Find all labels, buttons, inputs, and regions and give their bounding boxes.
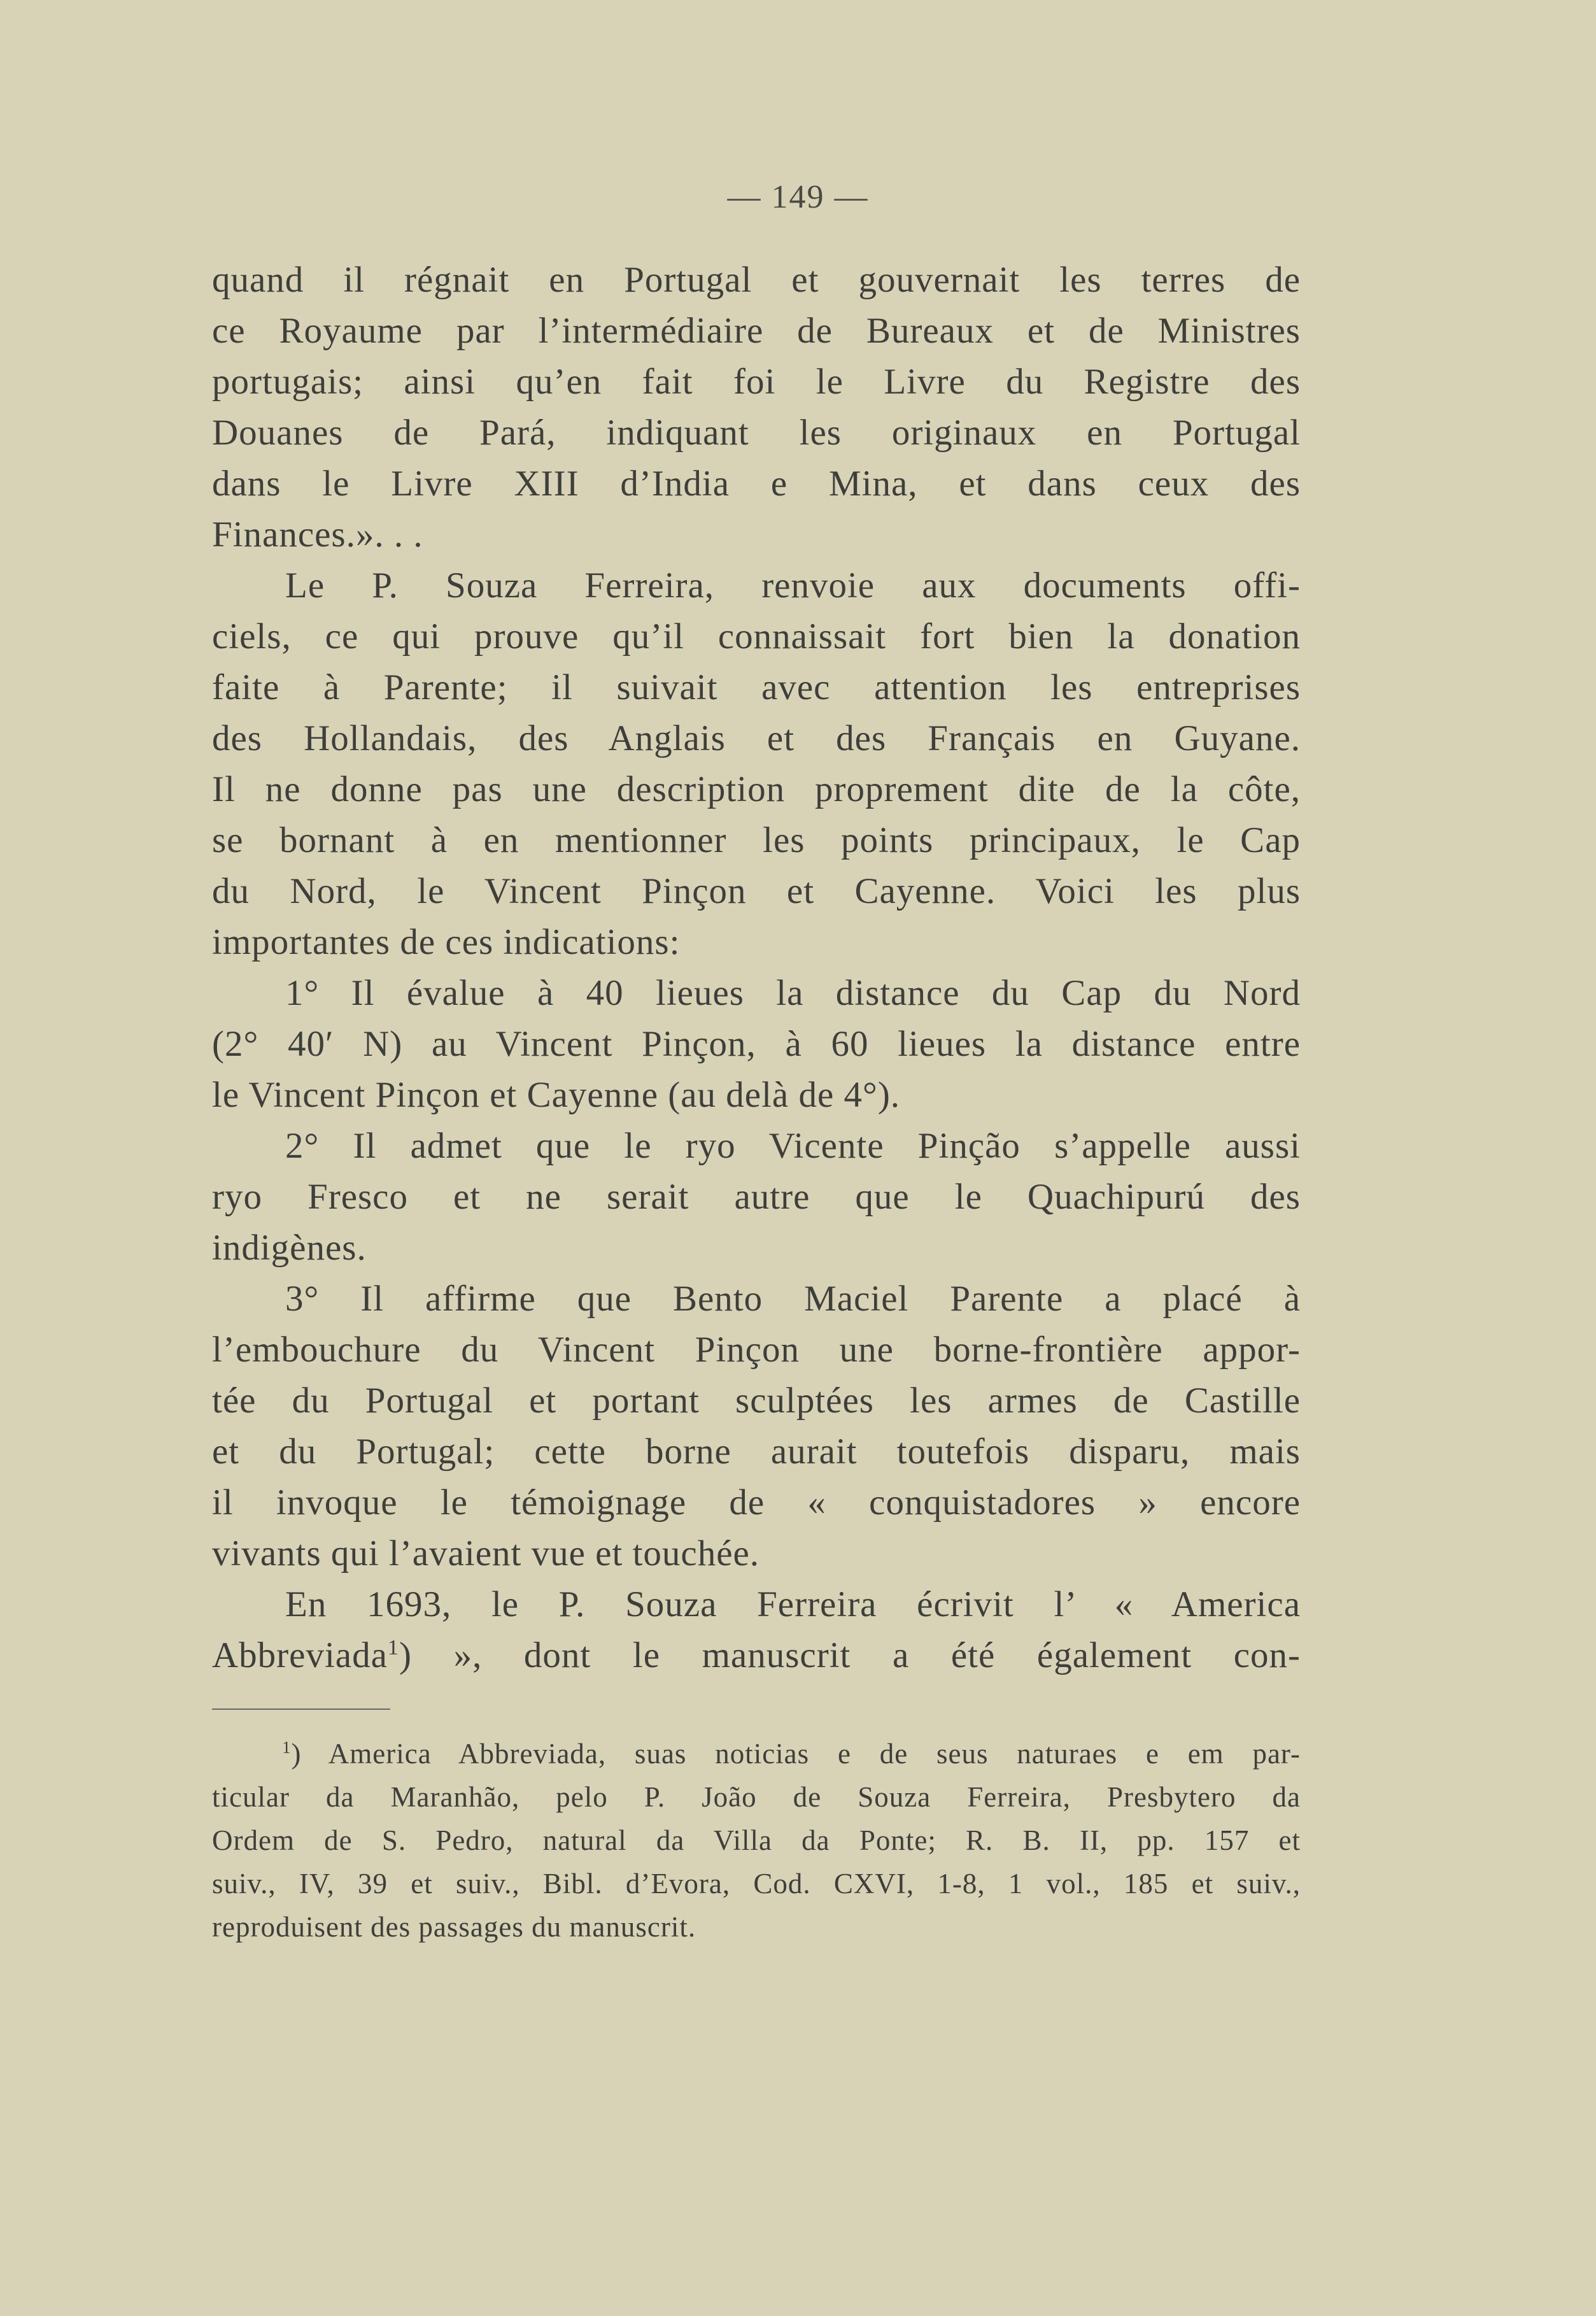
text-line: vivants qui l’avaient vue et touchée. bbox=[212, 1533, 760, 1574]
page-number: — 149 — bbox=[727, 179, 869, 215]
text-line: (2° 40′ N) au Vincent Pinçon, à 60 lieues la distance entre bbox=[212, 1024, 1301, 1064]
text-line: importantes de ces indications: bbox=[212, 922, 681, 962]
text-line: dans le Livre XIII d’India e Mina, et dans ceux des bbox=[212, 464, 1301, 504]
text-line: et du Portugal; cette borne aurait toutefois disparu, mais bbox=[212, 1432, 1301, 1472]
text-line: ce Royaume par l’intermédiaire de Bureaux et de Ministres bbox=[212, 311, 1301, 351]
body-text bbox=[212, 255, 1301, 1681]
text-line: du Nord, le Vincent Pinçon et Cayenne. Voici les plus bbox=[212, 871, 1301, 911]
text-line: Douanes de Pará, indiquant les originaux en Portugal bbox=[212, 413, 1301, 453]
text-line bbox=[212, 1630, 1301, 1681]
text-fragment: Abbreviada bbox=[212, 1635, 388, 1675]
text-line: indigènes. bbox=[212, 1228, 367, 1268]
text-line: 2° Il admet que le ryo Vicente Pinção s’appelle aussi bbox=[285, 1126, 1301, 1166]
text-line: se bornant à en mentionner les points principaux, le Cap bbox=[212, 820, 1301, 860]
text-line: portugais; ainsi qu’en fait foi le Livre du Registre des bbox=[212, 362, 1301, 402]
footnote-line: Ordem de S. Pedro, natural da Villa da Ponte; R. B. II, pp. 157 et bbox=[212, 1824, 1301, 1856]
footnote-marker: 1 bbox=[282, 1738, 292, 1757]
footnote-line: ticular da Maranhão, pelo P. João de Souza Ferreira, Presbytero da bbox=[212, 1781, 1301, 1813]
text-line: Finances.». . . bbox=[212, 515, 423, 555]
text-line: le Vincent Pinçon et Cayenne (au delà de 4°). bbox=[212, 1075, 901, 1115]
text-line: Le P. Souza Ferreira, renvoie aux documents offi- bbox=[285, 565, 1301, 606]
text-line: tée du Portugal et portant sculptées les armes de Castille bbox=[212, 1381, 1301, 1421]
footnote-text: ) America Abbreviada, suas noticias e de seus naturaes e em par- bbox=[291, 1738, 1301, 1770]
text-line: ryo Fresco et ne serait autre que le Quachipurú des bbox=[212, 1177, 1301, 1217]
footnote-divider bbox=[212, 1709, 390, 1710]
text-line: des Hollandais, des Anglais et des Français en Guyane. bbox=[212, 718, 1301, 758]
text-fragment: ) », dont le manuscrit a été également con- bbox=[399, 1635, 1301, 1675]
footnote-line: reproduisent des passages du manuscrit. bbox=[212, 1911, 696, 1943]
text-line: faite à Parente; il suivait avec attention les entreprises bbox=[212, 667, 1301, 707]
footnote-line bbox=[212, 1732, 1301, 1775]
text-line: 3° Il affirme que Bento Maciel Parente a placé à bbox=[285, 1279, 1301, 1319]
footnote-line: suiv., IV, 39 et suiv., Bibl. d’Evora, Cod. CXVI, 1-8, 1 vol., 185 et suiv., bbox=[212, 1868, 1301, 1900]
text-line: l’embouchure du Vincent Pinçon une borne-frontière appor- bbox=[212, 1330, 1301, 1370]
text-line: ciels, ce qui prouve qu’il connaissait fort bien la donation bbox=[212, 616, 1301, 657]
footnote-reference: 1 bbox=[387, 1636, 399, 1659]
text-line: il invoque le témoignage de « conquistadores » encore bbox=[212, 1482, 1301, 1523]
text-line: Il ne donne pas une description proprement dite de la côte, bbox=[212, 769, 1301, 809]
text-line: 1° Il évalue à 40 lieues la distance du Cap du Nord bbox=[285, 973, 1301, 1013]
text-line: quand il régnait en Portugal et gouvernait les terres de bbox=[212, 260, 1301, 300]
footnote-block bbox=[212, 1732, 1301, 1949]
text-line: En 1693, le P. Souza Ferreira écrivit l’ « America bbox=[285, 1584, 1301, 1624]
